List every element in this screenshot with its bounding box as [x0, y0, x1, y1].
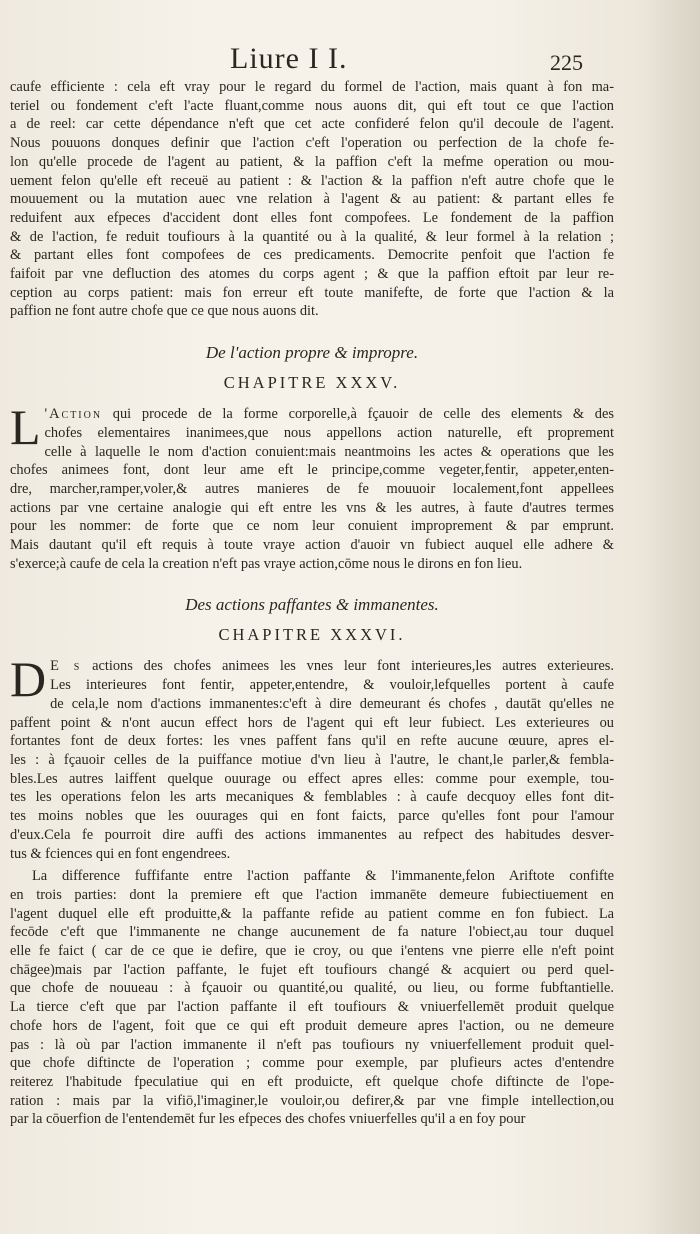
chapter-36-paragraph-2	[10, 867, 614, 1129]
text-line: lon qu'elle procede de l'agent au patient, & la paffion c'eft la mefme operation ou mou-	[10, 153, 614, 170]
text-line: par la cōuerfion de l'entendemēt fur les efpeces des chofes vniuerfelles qu'il a en foy pour	[10, 1111, 526, 1128]
dropcap-d: D	[10, 651, 47, 708]
running-title: Liure I I.	[230, 42, 348, 75]
page-number: 225	[550, 50, 583, 75]
text-line: de cela,le nom d'actions immanentes:c'eft à dire demeurant és chofes , dautāt qu'elles ne	[50, 695, 614, 712]
text-line: pour les nommer: de forte que ce nom leur conuient improprement & par emprunt.	[10, 518, 614, 535]
text-line: Nous pouuons donques definir que l'action c'eft l'operation ou perfection de la chofe fe-	[10, 135, 614, 152]
text-line: mouuement ou la mutation auec vne relation à l'agent & au patient: & partant elles fe	[10, 191, 614, 208]
text-line: La difference fuffifante entre l'action paffante & l'immanente,felon Ariftote confifte	[32, 868, 614, 885]
text-line	[45, 405, 614, 424]
text-line: pas : là où par l'action immanente il n'eft pas toufiours ny vniuerfellement produit quel-	[10, 1036, 614, 1053]
text-line: & de l'action, fe reduit toufiours à la quantité ou à la qualité, & leur formel à la relation ;	[10, 228, 614, 245]
text-line: Les interieures font fentir, appeter,entendre, & vouloir,lefquelles portent à caufe	[50, 677, 614, 694]
text-line: dre, marcher,ramper,voler,& autres manieres de fe mouuoir localement,font appellees	[10, 480, 614, 497]
dropcap-l: L	[10, 399, 41, 456]
text-line	[50, 657, 614, 676]
text-line: elle fe faict ( car de ce que ie defire, que ie croy, ou que i'entens vne pierre elle n'eft point	[10, 943, 614, 960]
text-line: que chofe de nouueau : à fçauoir ou quantité,ou qualité, ou lieu, ou forme fubftantielle.	[10, 980, 614, 997]
text-line: paffion ne font autre chofe que ce que nous auons dit.	[10, 303, 319, 320]
text-line: l'agent duquel elle eft produitte,& la paffante refide au patient comme en fon fubiect. La	[10, 905, 614, 922]
text-line: reiterez l'habitude fpeculatiue qui en eft produicte, eft quelque chofe diftincte de l'ope-	[10, 1073, 614, 1090]
section-title-35: De l'action propre & impropre.	[205, 343, 419, 363]
chapter-heading-36: CHAPITRE XXXVI.	[218, 625, 406, 645]
text-line: en trois parties: dont la premiere eft que l'action immanēte demeure fubiectiuement en	[10, 886, 614, 903]
text-line: a de reel: car cette dépendance n'eft que cet acte confideré felon qu'il decoule de l'agent.	[10, 116, 614, 133]
text-line: chofes elementaires inanimees,que nous appellons action naturelle, eft proprement	[44, 424, 614, 441]
text-line: s'exerce;à caufe de cela la creation n'eft pas vraye action,cōme nous le dirons en fon lieu.	[10, 555, 523, 572]
text-line: La tierce c'eft que par l'action paffante il eft toufiours & vniuerfellemēt produit quelque	[10, 999, 614, 1016]
text-line: fecōde c'eft que l'immanente ne change aucunement de fa nature l'obiect,au tour duquel	[10, 924, 614, 941]
chapter-heading-35: CHAPITRE XXXV.	[223, 373, 401, 393]
text-line: fortantes font de deux fortes: les vnes paffent fans qu'il en refte aucune œuure, apres el-	[10, 733, 614, 750]
text-line: bles.Les autres laiffent quelque ouurage ou effect apres elles: comme pour exemple, tou-	[10, 770, 614, 787]
text-line: paffent point & n'ont aucun effect hors de l'agent qui eft leur fubiect. Les exterieures ou	[10, 714, 614, 731]
lead-word: 'Action	[44, 406, 103, 423]
text-line: tes moins nobles que les ouurages qui en font faicts, parce qu'elles font pour l'amour	[10, 808, 614, 825]
chapter-35-text	[10, 399, 614, 573]
text-line: tus & fciences qui en font engendrees.	[10, 845, 231, 862]
text-line: celle à laquelle le nom d'action conuient:mais neantmoins les actes & operations que les	[44, 443, 614, 460]
text-line: caufe efficiente : cela eft vray pour le regard du formel de l'action, mais quant à fon ma-	[10, 79, 614, 95]
text-line: actions par vne certaine analogie qui eft entre les vns & les autres, à faute d'autres termes	[10, 499, 614, 516]
text-line: reduifent aux efpeces d'accident dont elles font compofees. Le fondement de la paffion	[10, 209, 614, 226]
lead-word: E s	[50, 658, 82, 675]
text-line: teriel ou fondement c'eft l'acte fluant,comme nous auons dit, qui eft tout ce que l'action	[10, 97, 614, 114]
paragraph-continued	[10, 78, 614, 321]
text-line: chofe hors de l'agent, foit que ce qui eft produit demeure apres l'action, ou ne demeure	[10, 1017, 614, 1034]
text-line: ception au corps patient: mais fon erreur eft toute manifefte, de forte que l'action & la	[10, 284, 614, 301]
text-line: Mais dautant qu'il eft requis à toute vraye action d'auoir vn fubiect auquel elle adhere &	[10, 537, 614, 554]
text-line: que chofe diftincte de l'operation ; comme pour exemple, par plufieurs actes d'entendre	[10, 1055, 614, 1072]
text-line: & partant elles font compofees de ces predicaments. Democrite penfoit que l'action fe	[10, 247, 614, 264]
text-line: chofes animees font, dont leur ame eft le principe,comme vegeter,fentir, appeter,enten-	[10, 462, 614, 479]
page-header	[10, 0, 614, 78]
section-title-36: Des actions paffantes & immanentes.	[185, 595, 439, 615]
page-fold-shadow	[640, 0, 700, 1234]
text-line: chāgee)mais par l'action paffante, le fujet eft toufiours changé & acquiert ou perd quel-	[10, 961, 614, 978]
chapter-36-text	[10, 651, 614, 863]
text-line-rest: actions des chofes animees les vnes leur font interieures,les autres exterieures.	[81, 658, 614, 675]
text-line: uement felon qu'elle eft receuë au patient : & l'action & la paffion n'eft autre chofe que le	[10, 172, 614, 189]
text-line-rest: qui procede de la forme corporelle,à fçauoir de celle des elements & des	[102, 406, 614, 423]
text-line: les : à fçauoir celles de la puiffance motiue d'vn lieu à l'autre, le chant,le parler,& fembla-	[10, 751, 614, 768]
text-line: d'eux.Cela fe pourroit dire auffi des actions immanentes au refpect des habitudes desver-	[10, 826, 614, 843]
text-line: faifoit par vne defluction des atomes du corps agent ; & que la paffion eftoit par leur re-	[10, 266, 614, 283]
text-line: tes les operations felon les arts mecaniques & femblables : à caufe decquoy elles font dit-	[10, 789, 614, 806]
text-line: ration : mais par la vifiō,l'imaginer,le vouloir,ou defirer,& par vne fimple intellection,ou	[10, 1092, 614, 1109]
